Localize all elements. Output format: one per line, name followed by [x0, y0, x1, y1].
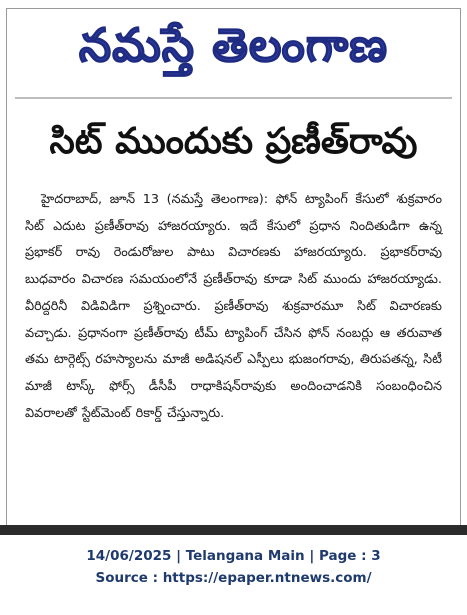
masthead [7, 13, 460, 89]
clipping-bottom-bar [0, 525, 467, 535]
article-headline [7, 115, 460, 177]
edition-info: 14/06/2025 | Telangana Main | Page : 3 [86, 548, 381, 564]
source-link[interactable]: Source : https://epaper.ntnews.com/ [95, 570, 372, 586]
masthead-divider [15, 97, 452, 99]
headline-text: సిట్ ముందుకు ప్రణీత్‌రావు [49, 121, 418, 162]
source-footer [0, 545, 467, 589]
newspaper-title: నమస్తే తెలంగాణ [78, 18, 389, 72]
article-body: హైదరాబాద్, జూన్ 13 (నమస్తే తెలంగాణ): ఫోన్ ట్యాపింగ్ కేసులో శుక్రవారం సిట్ ఎదుట ప్రణీత్‌రావు హాజరయ్యారు. ఇదే కేసులో ప్రధాన నిందితుడిగా ఉన్న ప్రభాకర్ రావు రెండురోజుల పాటు విచారణకు హాజరయ్యారు. ప్రభాకర్‌రావు బుధవారం విచారణ సమయంలోనే ప్రణీత్‌రావు కూడా సిట్ ముందు హాజరయ్యాడు. వీరిద్దరినీ విడివిడిగా ప్రశ్నించారు. ప్రణీత్‌రావు శుక్రవారమూ సిట్ విచారణకు వచ్చాడు. ప్రధానంగా ప్రణీత్‌రావు టీమ్ ట్యాపింగ్ చేసిన ఫోన్ నంబర్లు ఆ తరువాత తమ టార్గెట్స్ రహస్యాలను మాజీ అడిషనల్ ఎస్పీలు భుజంగరావు, తిరుపతన్న, సిటీ మాజీ టాస్క్ ఫోర్స్ డీసీపీ రాధాకిషన్‌రావుకు అందించాడనికి సంబంధించిన వివరాలతో స్టేట్‌మెంట్ రికార్డ్ చేస్తున్నారు. [25, 192, 442, 421]
news-clipping [6, 8, 461, 525]
